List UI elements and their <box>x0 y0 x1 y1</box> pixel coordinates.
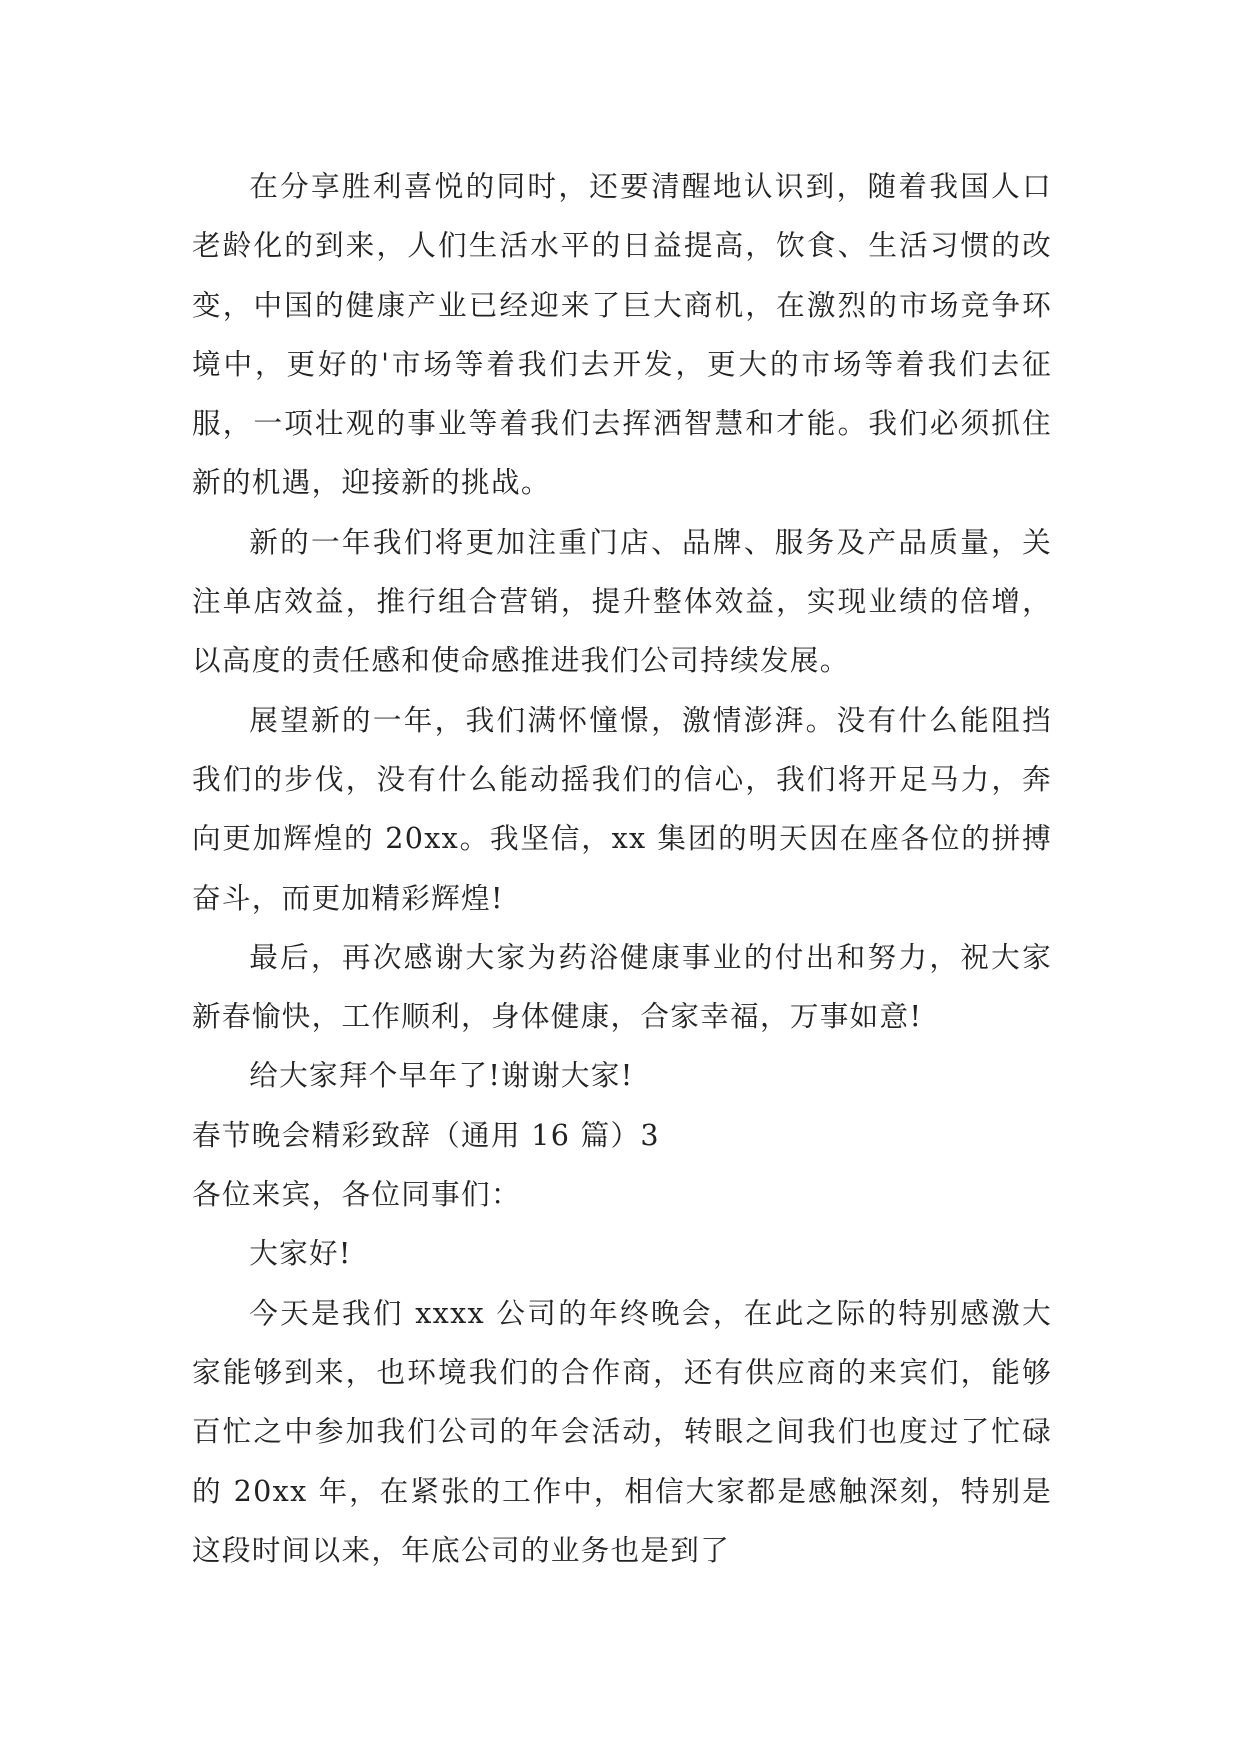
paragraph-year-end-party: 今天是我们 xxxx 公司的年终晚会，在此之际的特别感激大家能够到来，也环境我们的合作商，还有供应商的来宾们，能够百忙之中参加我们公司的年会活动，转眼之间我们也度过了忙碌的 20xx 年，在紧张的工作中，相信大家都是感触深刻，特别是这段时间以来，年底公司的业务也是到了 <box>192 1295 1052 1567</box>
greeting: 大家好! <box>249 1236 352 1271</box>
paragraph-new-year-greeting: 给大家拜个早年了!谢谢大家! <box>249 1058 634 1093</box>
paragraph-outlook: 展望新的一年，我们满怀憧憬，激情澎湃。没有什么能阻挡我们的步伐，没有什么能动摇我们的信心，我们将开足马力，奔向更加辉煌的 20xx。我坚信，xx 集团的明天因在座各位的拼搏奋斗，而更加精彩辉煌! <box>192 702 1052 915</box>
paragraph-new-year-focus: 新的一年我们将更加注重门店、品牌、服务及产品质量，关注单店效益，推行组合营销，提升整体效益，实现业绩的倍增，以高度的责任感和使命感推进我们公司持续发展。 <box>192 524 1052 678</box>
document-body <box>192 157 1052 1580</box>
paragraph-thanks: 最后，再次感谢大家为药浴健康事业的付出和努力，祝大家新春愉快，工作顺利，身体健康，合家幸福，万事如意! <box>192 939 1052 1034</box>
section-heading: 春节晚会精彩致辞（通用 16 篇）3 <box>192 1117 660 1152</box>
paragraph-share-victory: 在分享胜利喜悦的同时，还要清醒地认识到，随着我国人口老龄化的到来，人们生活水平的日益提高，饮食、生活习惯的改变，中国的健康产业已经迎来了巨大商机，在激烈的市场竞争环境中，更好的'市场等着我们去开发，更大的市场等着我们去征服，一项壮观的事业等着我们去挥洒智慧和才能。我们必须抓住新的机遇，迎接新的挑战。 <box>192 169 1052 500</box>
salutation: 各位来宾，各位同事们： <box>192 1177 521 1212</box>
